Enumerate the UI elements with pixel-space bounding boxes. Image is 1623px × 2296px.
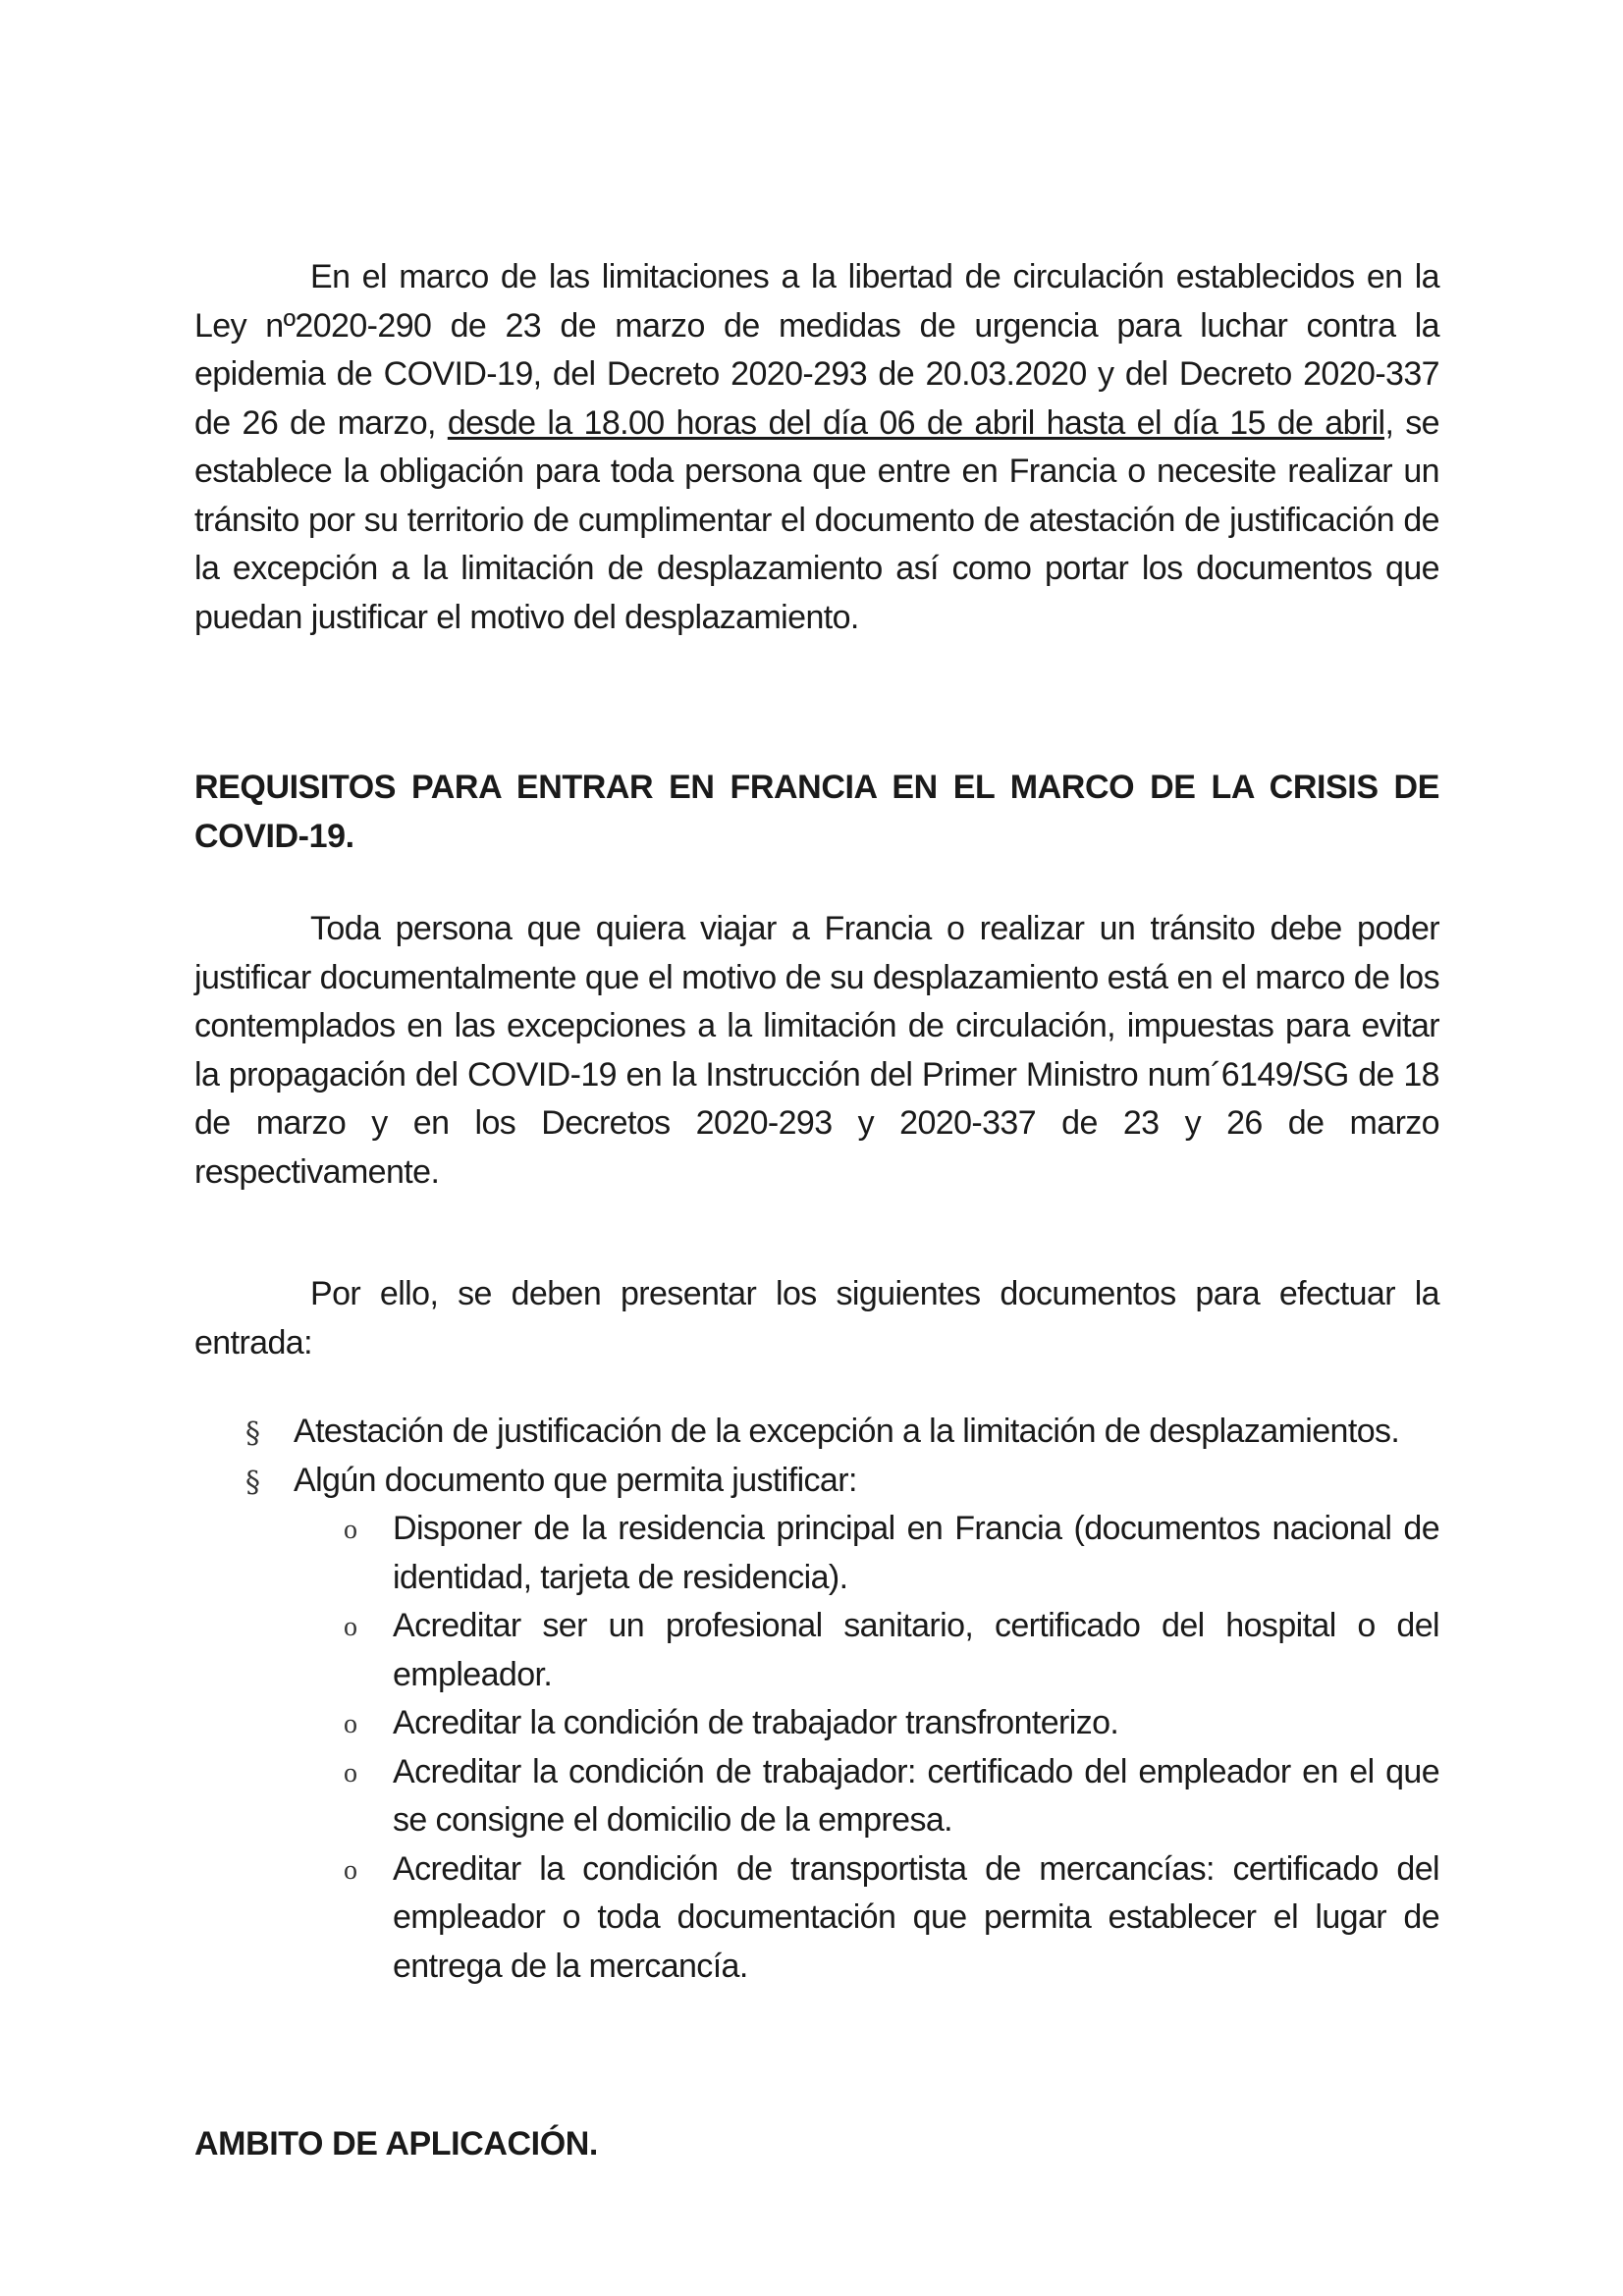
intro-text-before: En el marco de las limitaciones a la libertad de circulación establecidos en la Ley nº2020-290 de 23 de marzo de medidas de urgencia para luchar contra la epidemia de COVID-19, del Decreto 2020-293 de 20.03.2020 y del Decreto 2020-337 de 26 de marzo, — [194, 258, 1439, 442]
list-item-text: Algún documento que permita justificar: — [294, 1461, 857, 1499]
section-sign-bullet-icon: § — [245, 1416, 260, 1451]
intro-text-after: se establece la obligación para toda persona que entre en Francia o necesite realizar un tránsito por su territorio de cumplimentar el documento de atestación de justificación de la excepción a la limitación de desplazamiento así como portar los documentos que puedan justificar el motivo del desplazamiento. — [194, 403, 1439, 636]
list-item — [194, 1457, 1439, 1992]
intro-paragraph — [194, 253, 1439, 642]
justification-sublist — [294, 1505, 1439, 1991]
intro-date-range: desde la 18.00 horas del día 06 de abril hasta el día 15 de abril, — [447, 403, 1394, 442]
sub-list-item-text: Acreditar ser un profesional sanitario, certificado del hospital o del empleador. — [393, 1607, 1439, 1693]
list-item-text: Atestación de justificación de la excepción a la limitación de desplazamientos. — [294, 1413, 1400, 1450]
list-item — [194, 1408, 1439, 1457]
sub-list-item-text: Acreditar la condición de transportista de mercancías: certificado del empleador o toda documentación que permita establecer el lugar de entrega de la mercancía. — [393, 1849, 1439, 1985]
documents-intro-text: Por ello, se deben presentar los siguientes documentos para efectuar la entrada: — [194, 1275, 1439, 1362]
section-heading-ambito: AMBITO DE APLICACIÓN. — [194, 2125, 598, 2163]
documents-intro-paragraph — [194, 1270, 1439, 1367]
circle-bullet-icon: o — [344, 1612, 357, 1642]
sub-list-item — [294, 1505, 1439, 1602]
requisitos-paragraph — [194, 905, 1439, 1197]
sub-list-item — [294, 1602, 1439, 1699]
sub-list-item — [294, 1699, 1439, 1748]
circle-bullet-icon: o — [344, 1709, 357, 1739]
sub-list-item — [294, 1845, 1439, 1992]
section-sign-bullet-icon: § — [245, 1465, 260, 1500]
sub-list-item-text: Disponer de la residencia principal en Francia (documentos nacional de identidad, tarjeta de residencia). — [393, 1510, 1439, 1596]
sub-list-item-text: Acreditar la condición de trabajador transfronterizo. — [393, 1704, 1119, 1741]
circle-bullet-icon: o — [344, 1515, 357, 1545]
circle-bullet-icon: o — [344, 1757, 357, 1789]
circle-bullet-icon: o — [344, 1854, 357, 1886]
sub-list-item-text: Acreditar la condición de trabajador: certificado del empleador en el que se consigne el domicilio de la empresa. — [393, 1752, 1439, 1839]
sub-list-item — [294, 1748, 1439, 1845]
requisitos-text: Toda persona que quiera viajar a Francia o realizar un tránsito debe poder justificar documentalmente que el motivo de su desplazamiento está en el marco de los contemplados en las excepciones a la limitación de circulación, impuestas para evitar la propagación del COVID-19 en la Instrucción del Primer Ministro num´6149/SG de 18 de marzo y en los Decretos 2020-293 y 2020-337 de 23 y 26 de marzo respectivamente. — [194, 910, 1439, 1191]
documents-list — [194, 1408, 1439, 1991]
section-heading-requisitos: REQUISITOS PARA ENTRAR EN FRANCIA EN EL MARCO DE LA CRISIS DE COVID-19. — [194, 769, 1439, 855]
